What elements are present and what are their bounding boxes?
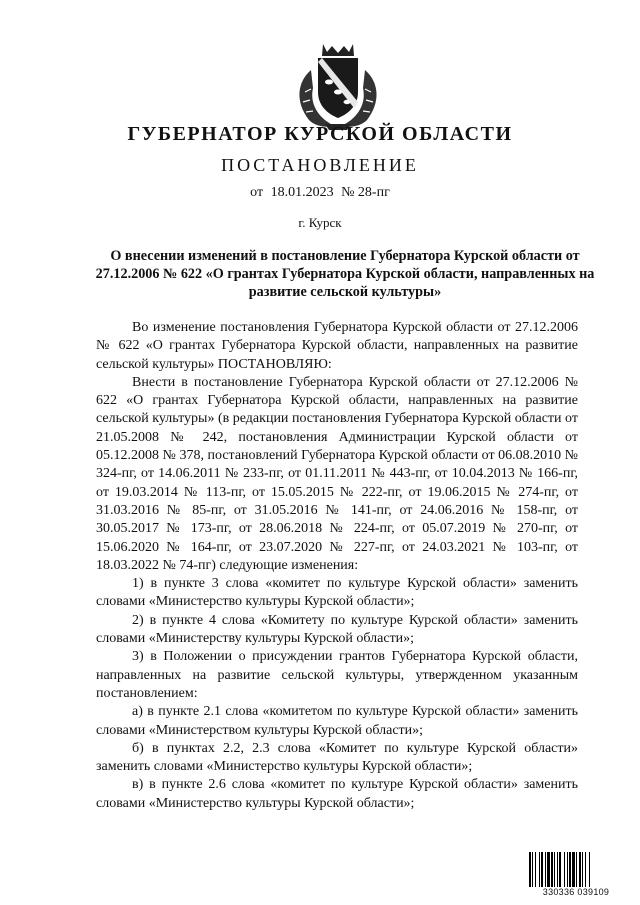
- body-paragraph: в) в пункте 2.6 слова «комитет по культуре Курской области» заменить словами «Министерство культуры Курской области»;: [96, 777, 578, 811]
- city-label: г. Курск: [298, 215, 342, 230]
- body-paragraph: Внести в постановление Губернатора Курской области от 27.12.2006 № 622 «О грантах Губернатора Курской области, направленных на развитие сельской культуры» (в редакции постановления Губернатора Курской области от 21.05.2008 № 242, постановления Администрации Курской области от 05.12.2008 № 378, постановлений Губернатора Курской области от 06.08.2010 № 324-пг, от 14.06.2011 № 233-пг, от 01.11.2011 № 443-пг, от 10.04.2013 № 166-пг, от 19.03.2014 № 113-пг, от 15.05.2015 № 222-пг, от 19.06.2015 № 274-пг, от 31.03.2016 № 85-пг, от 31.05.2016 № 141-пг, от 24.06.2016 № 158-пг, от 30.05.2017 № 173-пг, от 28.06.2018 № 224-пг, от 05.07.2019 № 270-пг, от 15.06.2020 № 164-пг, от 23.07.2020 № 227-пг, от 24.03.2021 № 103-пг, от 18.03.2022 № 74-пг) следующие изменения:: [96, 374, 578, 573]
- coat-of-arms-emblem: [291, 40, 385, 132]
- body-paragraph: б) в пунктах 2.2, 2.3 слова «Комитет по культуре Курской области» заменить словами «Министерство культуры Курской области»;: [96, 740, 578, 775]
- document-body: [96, 319, 578, 813]
- document-date-number: [0, 185, 640, 201]
- document-date: 18.01.2023: [270, 185, 334, 200]
- document-title: О внесении изменений в постановление Губернатора Курской области от 27.12.2006 № 622 «О грантах Губернатора Курской области, направленных на развитие сельской культуры»: [95, 248, 595, 300]
- date-prefix: от: [250, 185, 264, 200]
- body-paragraph: 3) в Положении о присуждении грантов Губернатора Курской области, направленных на развитие сельской культуры, утвержденном указанным постановлением:: [96, 649, 578, 701]
- body-paragraph: а) в пункте 2.1 слова «комитетом по культуре Курской области» заменить словами «Министерством культуры Курской области»;: [96, 704, 578, 738]
- body-paragraph: Во изменение постановления Губернатора Курской области от 27.12.2006 № 622 «О грантах Губернатора Курской области, направленных на развитие сельской культуры» ПОСТАНОВЛЯЮ:: [96, 320, 578, 372]
- document-number: № 28-пг: [341, 185, 390, 200]
- barcode-number: 330336 039109: [528, 887, 624, 897]
- body-paragraph: 2) в пункте 4 слова «Комитету по культуре Курской области» заменить словами «Министерству культуры Курской области»;: [96, 612, 578, 647]
- barcode: [528, 852, 624, 896]
- document-type: ПОСТАНОВЛЕНИЕ: [221, 155, 419, 175]
- body-paragraph: 1) в пункте 3 слова «комитет по культуре Курской области» заменить словами «Министерство культуры Курской области»;: [96, 576, 578, 610]
- organization-title: ГУБЕРНАТОР КУРСКОЙ ОБЛАСТИ: [127, 123, 513, 145]
- barcode-bars: [528, 852, 624, 888]
